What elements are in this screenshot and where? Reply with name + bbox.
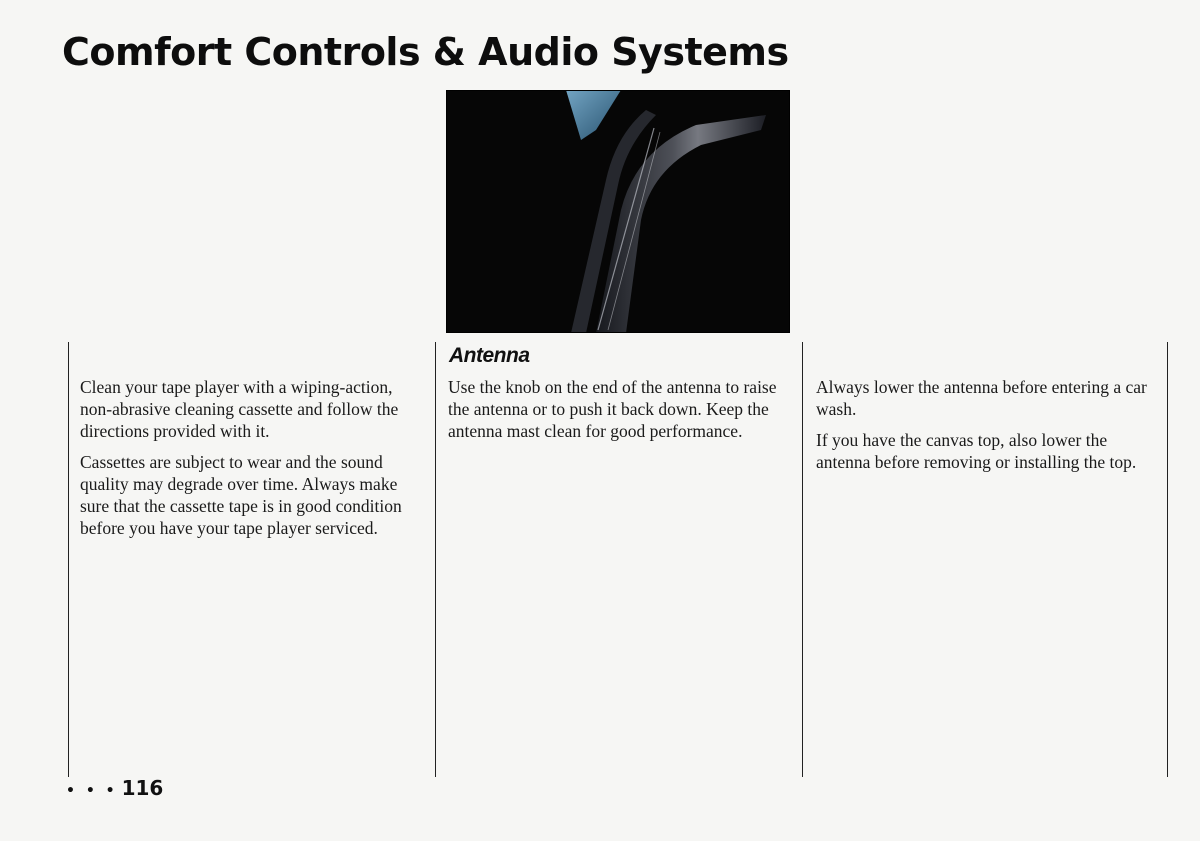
- paragraph-cassette-wear: Cassettes are subject to wear and the sound quality may degrade over time. Always make sure that the cassette tape is in good condition before you have your tape player serviced.: [80, 452, 402, 538]
- paragraph-car-wash: Always lower the antenna before entering a car wash.: [816, 377, 1147, 419]
- middle-column: [448, 376, 793, 451]
- column-rule-right: [1167, 342, 1168, 777]
- section-heading-antenna: Antenna: [449, 344, 530, 367]
- column-rule-left: [68, 342, 69, 777]
- column-rule-mid-left: [435, 342, 436, 777]
- paragraph-tape-cleaning: Clean your tape player with a wiping-action, non-abrasive cleaning cassette and follow the directions provided with it.: [80, 377, 399, 441]
- page-number: [66, 776, 163, 800]
- antenna-photo-art: [446, 90, 790, 333]
- right-column: [816, 376, 1161, 482]
- column-rule-mid-right: [802, 342, 803, 777]
- paragraph-antenna-knob: Use the knob on the end of the antenna to raise the antenna or to push it back down. Keep the antenna mast clean for good performance.: [448, 377, 777, 441]
- page-number-dots: • • •: [66, 783, 118, 799]
- page-title: Comfort Controls & Audio Systems: [62, 30, 789, 74]
- left-column: [80, 376, 425, 548]
- paragraph-canvas-top: If you have the canvas top, also lower the antenna before removing or installing the top.: [816, 430, 1137, 472]
- antenna-photo: [446, 90, 790, 333]
- page-number-value: 116: [121, 776, 164, 800]
